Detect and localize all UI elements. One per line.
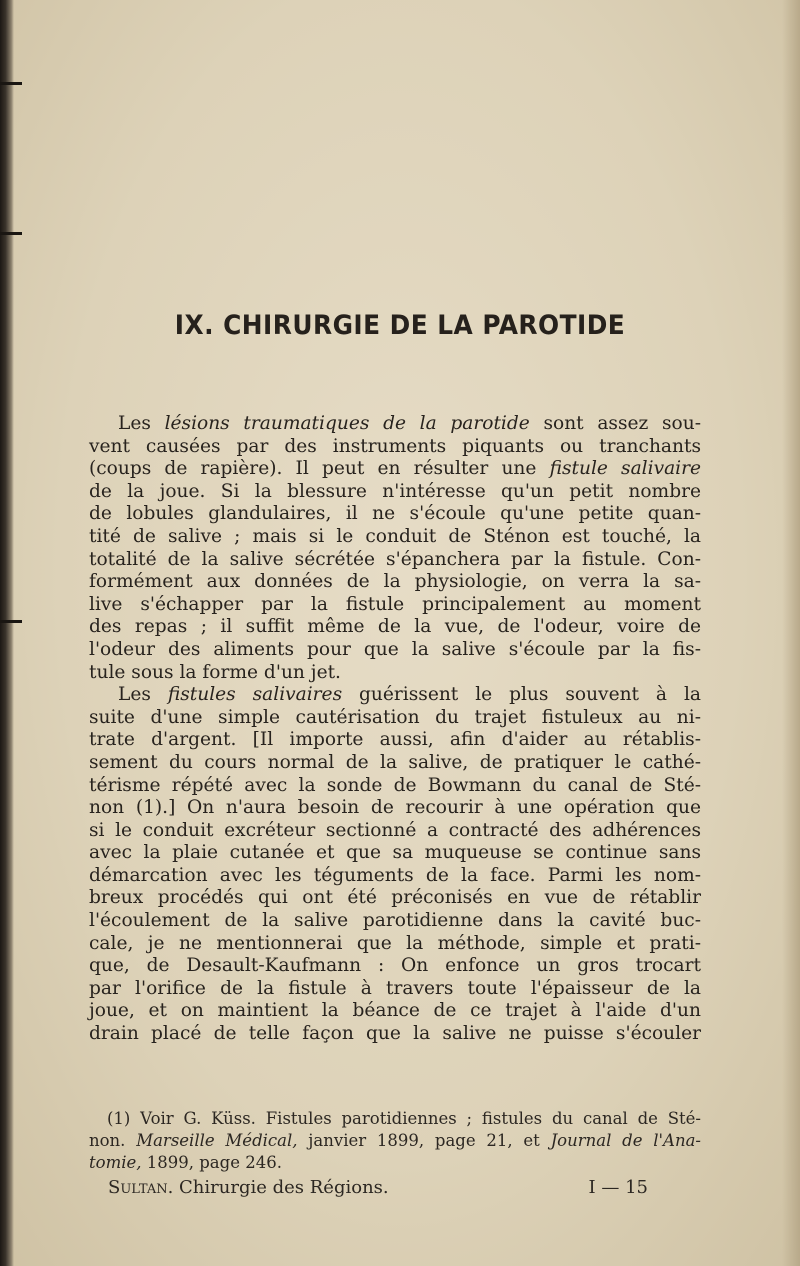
text-line: totalité de la salive sécrétée s'épanchera par la fistule. Con- bbox=[89, 548, 701, 570]
book-binding-shadow bbox=[0, 0, 14, 1266]
text-line: breux procédés qui ont été préconisés en vue de rétablir bbox=[89, 887, 701, 909]
binding-mark bbox=[0, 82, 22, 85]
text-line: des repas ; il suffit même de la vue, de l'odeur, voire de bbox=[89, 616, 701, 638]
italic-text: lésions traumatiques de la parotide bbox=[164, 413, 530, 434]
text-line: Les lésions traumatiques de la parotide sont assez sou- bbox=[118, 413, 701, 434]
footnotes bbox=[89, 1108, 701, 1174]
running-foot-title bbox=[108, 1177, 389, 1198]
text-line: tité de salive ; mais si le conduit de Sténon est touché, la bbox=[89, 525, 701, 547]
author-name: Sultan bbox=[108, 1177, 168, 1198]
text-line: non (1).] On n'aura besoin de recourir à une opération que bbox=[89, 797, 701, 819]
italic-text: Journal de l'Ana- bbox=[550, 1131, 701, 1150]
italic-text: tomie, bbox=[89, 1153, 142, 1172]
text-line: (coups de rapière). Il peut en résulter une fistule salivaire bbox=[89, 458, 702, 480]
binding-mark bbox=[0, 620, 22, 623]
text-line: térisme répété avec la sonde de Bowmann du canal de Sté- bbox=[89, 774, 701, 796]
body-text bbox=[89, 413, 701, 1046]
text-line: si le conduit excréteur sectionné a contracté des adhérences bbox=[89, 819, 701, 841]
italic-text: Marseille Médical, bbox=[136, 1131, 298, 1150]
text-line: Les fistules salivaires guérissent le plus souvent à la bbox=[118, 684, 701, 706]
text-line: par l'orifice de la fistule à travers toute l'épaisseur de la bbox=[89, 977, 701, 999]
italic-text: fistule salivaire bbox=[549, 458, 702, 480]
binding-mark bbox=[0, 232, 22, 235]
text-line: live s'échapper par la fistule principalement au moment bbox=[89, 593, 701, 615]
text-line: formément aux données de la physiologie, on verra la sa- bbox=[89, 571, 701, 593]
text-line: sement du cours normal de la salive, de pratiquer le cathé- bbox=[89, 751, 701, 773]
text-line: l'odeur des aliments pour que la salive s'écoule par la fis- bbox=[89, 638, 701, 660]
text-line: tule sous la forme d'un jet. bbox=[89, 661, 341, 683]
text-line: joue, et on maintient la béance de ce trajet à l'aide d'un bbox=[89, 1000, 701, 1022]
text-line: l'écoulement de la salive parotidienne dans la cavité buc- bbox=[89, 910, 701, 932]
text-line: avec la plaie cutanée et que sa muqueuse se continue sans bbox=[89, 842, 701, 864]
footnote-line: non. Marseille Médical, janvier 1899, page 21, et Journal de l'Ana- bbox=[89, 1131, 701, 1150]
chapter-title: IX. CHIRURGIE DE LA PAROTIDE bbox=[174, 310, 626, 341]
text-line: trate d'argent. [Il importe aussi, afin d'aider au rétablis- bbox=[89, 729, 701, 751]
footnote-line: (1) Voir G. Küss. Fistules parotidiennes ; fistules du canal de Sté- bbox=[107, 1109, 701, 1128]
text-line: démarcation avec les téguments de la face. Parmi les nom- bbox=[89, 864, 701, 886]
italic-text: fistules salivaires bbox=[167, 684, 343, 706]
signature-mark: I — 15 bbox=[588, 1177, 648, 1198]
text-line: cale, je ne mentionnerai que la méthode, simple et prati- bbox=[89, 932, 701, 954]
text-line: suite d'une simple cautérisation du trajet fistuleux au ni- bbox=[89, 706, 701, 728]
text-line: de la joue. Si la blessure n'intéresse qu'un petit nombre bbox=[89, 480, 701, 502]
book-title: . Chirurgie des Régions. bbox=[167, 1177, 389, 1198]
text-line: drain placé de telle façon que la salive ne puisse s'écouler bbox=[89, 1023, 701, 1045]
footnote-line: tomie, 1899, page 246. bbox=[89, 1153, 282, 1172]
text-line: vent causées par des instruments piquants ou tranchants bbox=[89, 435, 701, 457]
text-line: de lobules glandulaires, il ne s'écoule qu'une petite quan- bbox=[89, 503, 701, 525]
page-edge bbox=[782, 0, 800, 1266]
text-line: que, de Desault-Kaufmann : On enfonce un gros trocart bbox=[89, 955, 701, 977]
